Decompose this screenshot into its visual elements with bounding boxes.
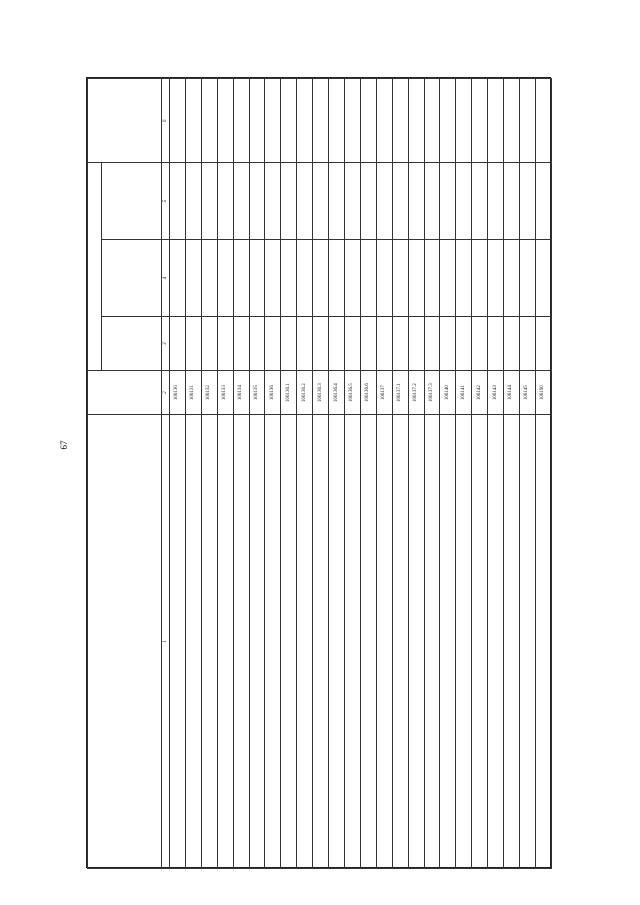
row-value-cell — [281, 79, 297, 163]
row-code: 106143 — [488, 370, 504, 414]
row-description — [217, 415, 233, 869]
row-code: 106144 — [504, 370, 520, 414]
table-row — [170, 79, 186, 869]
row-value-cell — [265, 317, 281, 371]
column-number: 6 — [162, 79, 170, 163]
table-row — [329, 79, 345, 869]
row-value-cell — [424, 163, 440, 239]
row-value-cell — [456, 163, 472, 239]
row-value-cell — [297, 79, 313, 163]
row-value-cell — [472, 79, 488, 163]
row-value-cell — [344, 79, 360, 163]
table-row — [392, 79, 408, 869]
row-value-cell — [281, 163, 297, 239]
row-value-cell — [249, 317, 265, 371]
table-row — [185, 79, 201, 869]
column-header-local — [88, 79, 162, 163]
row-value-cell — [535, 239, 551, 317]
document-sheet — [86, 77, 551, 868]
row-code: 106136.2 — [297, 370, 313, 414]
row-value-cell — [297, 239, 313, 317]
row-value-cell — [297, 163, 313, 239]
row-value-cell — [249, 163, 265, 239]
row-code: 106136.6 — [360, 370, 376, 414]
row-code: 106145 — [519, 370, 535, 414]
row-value-cell — [185, 79, 201, 163]
row-description — [281, 415, 297, 869]
row-value-cell — [504, 317, 520, 371]
row-value-cell — [170, 163, 186, 239]
row-value-cell — [313, 79, 329, 163]
row-value-cell — [329, 79, 345, 163]
row-value-cell — [519, 317, 535, 371]
row-value-cell — [408, 163, 424, 239]
row-value-cell — [265, 79, 281, 163]
row-code: 106136.1 — [281, 370, 297, 414]
row-value-cell — [217, 239, 233, 317]
row-description — [424, 415, 440, 869]
row-description — [392, 415, 408, 869]
row-code: 106137 — [376, 370, 392, 414]
column-number: 5 — [162, 163, 170, 239]
row-description — [265, 415, 281, 869]
row-value-cell — [329, 239, 345, 317]
table-row — [456, 79, 472, 869]
row-value-cell — [281, 317, 297, 371]
row-value-cell — [519, 239, 535, 317]
table-row — [281, 79, 297, 869]
table-row — [519, 79, 535, 869]
table-row — [408, 79, 424, 869]
row-value-cell — [344, 163, 360, 239]
column-number: 3 — [162, 317, 170, 371]
table-row — [376, 79, 392, 869]
table-row — [472, 79, 488, 869]
row-value-cell — [504, 239, 520, 317]
column-number: 4 — [162, 239, 170, 317]
row-value-cell — [201, 239, 217, 317]
row-value-cell — [440, 163, 456, 239]
row-value-cell — [201, 79, 217, 163]
row-value-cell — [185, 317, 201, 371]
row-value-cell — [408, 79, 424, 163]
row-value-cell — [392, 79, 408, 163]
column-header-group-subsidies — [88, 163, 102, 370]
page-number: 67 — [59, 440, 69, 450]
row-description — [519, 415, 535, 869]
row-value-cell — [424, 317, 440, 371]
row-value-cell — [456, 79, 472, 163]
row-value-cell — [440, 239, 456, 317]
row-value-cell — [313, 239, 329, 317]
table-row — [313, 79, 329, 869]
row-value-cell — [233, 317, 249, 371]
row-value-cell — [329, 317, 345, 371]
row-code: 106190 — [535, 370, 551, 414]
row-value-cell — [185, 163, 201, 239]
row-description — [170, 415, 186, 869]
row-value-cell — [488, 317, 504, 371]
column-header-code — [88, 370, 162, 414]
row-value-cell — [535, 163, 551, 239]
row-value-cell — [201, 317, 217, 371]
row-code: 106136 — [265, 370, 281, 414]
row-description — [233, 415, 249, 869]
column-header-federal-sub — [102, 239, 162, 317]
row-value-cell — [170, 79, 186, 163]
table-row — [217, 79, 233, 869]
row-code: 106141 — [456, 370, 472, 414]
table-row — [535, 79, 551, 869]
row-value-cell — [297, 317, 313, 371]
row-value-cell — [472, 163, 488, 239]
row-description — [249, 415, 265, 869]
row-value-cell — [360, 317, 376, 371]
row-value-cell — [504, 163, 520, 239]
row-value-cell — [376, 239, 392, 317]
table-body — [170, 79, 552, 869]
row-description — [329, 415, 345, 869]
row-description — [535, 415, 551, 869]
row-code: 106130 — [170, 370, 186, 414]
row-value-cell — [170, 317, 186, 371]
row-value-cell — [265, 239, 281, 317]
table-row — [297, 79, 313, 869]
row-value-cell — [424, 239, 440, 317]
row-value-cell — [392, 163, 408, 239]
table-row — [360, 79, 376, 869]
row-code: 106136.5 — [344, 370, 360, 414]
row-value-cell — [329, 163, 345, 239]
row-code: 106137.2 — [408, 370, 424, 414]
column-number-row — [162, 79, 170, 869]
row-description — [185, 415, 201, 869]
row-value-cell — [504, 79, 520, 163]
table-row — [249, 79, 265, 869]
row-value-cell — [392, 317, 408, 371]
row-value-cell — [360, 79, 376, 163]
row-value-cell — [535, 79, 551, 163]
row-value-cell — [217, 163, 233, 239]
row-code: 106135 — [249, 370, 265, 414]
row-description — [313, 415, 329, 869]
row-value-cell — [456, 317, 472, 371]
column-header-from-col4 — [102, 163, 162, 239]
row-code: 106132 — [201, 370, 217, 414]
table-row — [344, 79, 360, 869]
table-row — [201, 79, 217, 869]
row-code: 106136.4 — [329, 370, 345, 414]
row-value-cell — [313, 163, 329, 239]
row-value-cell — [249, 239, 265, 317]
subsidy-table — [87, 78, 552, 869]
row-code: 106133 — [217, 370, 233, 414]
row-code: 106134 — [233, 370, 249, 414]
row-description — [344, 415, 360, 869]
row-value-cell — [535, 317, 551, 371]
row-value-cell — [488, 79, 504, 163]
row-value-cell — [249, 79, 265, 163]
row-description — [472, 415, 488, 869]
row-value-cell — [233, 239, 249, 317]
row-value-cell — [440, 79, 456, 163]
row-value-cell — [456, 239, 472, 317]
row-description — [408, 415, 424, 869]
row-value-cell — [360, 239, 376, 317]
table-row — [424, 79, 440, 869]
column-number: 2 — [162, 370, 170, 414]
row-description — [440, 415, 456, 869]
row-value-cell — [472, 239, 488, 317]
row-code: 106137.3 — [424, 370, 440, 414]
row-code: 106140 — [440, 370, 456, 414]
row-value-cell — [233, 163, 249, 239]
column-header-name — [88, 415, 162, 869]
row-value-cell — [392, 239, 408, 317]
row-description — [456, 415, 472, 869]
row-value-cell — [424, 79, 440, 163]
row-value-cell — [408, 239, 424, 317]
row-value-cell — [376, 317, 392, 371]
row-value-cell — [488, 239, 504, 317]
row-value-cell — [376, 79, 392, 163]
row-value-cell — [185, 239, 201, 317]
row-value-cell — [265, 163, 281, 239]
row-value-cell — [233, 79, 249, 163]
table-row — [265, 79, 281, 869]
table-row — [504, 79, 520, 869]
column-header-transferred — [102, 317, 162, 371]
row-value-cell — [344, 317, 360, 371]
row-value-cell — [408, 317, 424, 371]
row-value-cell — [313, 317, 329, 371]
row-value-cell — [360, 163, 376, 239]
row-description — [376, 415, 392, 869]
row-value-cell — [376, 163, 392, 239]
row-description — [488, 415, 504, 869]
row-value-cell — [170, 239, 186, 317]
table-row — [440, 79, 456, 869]
row-value-cell — [440, 317, 456, 371]
row-code: 106136.3 — [313, 370, 329, 414]
column-number: 1 — [162, 415, 170, 869]
row-value-cell — [217, 79, 233, 163]
table-row — [233, 79, 249, 869]
row-value-cell — [519, 79, 535, 163]
row-value-cell — [488, 163, 504, 239]
row-description — [360, 415, 376, 869]
row-code: 106137.1 — [392, 370, 408, 414]
row-code: 106131 — [185, 370, 201, 414]
row-description — [504, 415, 520, 869]
row-code: 106142 — [472, 370, 488, 414]
row-description — [201, 415, 217, 869]
row-description — [297, 415, 313, 869]
row-value-cell — [472, 317, 488, 371]
row-value-cell — [217, 317, 233, 371]
row-value-cell — [519, 163, 535, 239]
row-value-cell — [281, 239, 297, 317]
row-value-cell — [201, 163, 217, 239]
row-value-cell — [344, 239, 360, 317]
table-row — [488, 79, 504, 869]
